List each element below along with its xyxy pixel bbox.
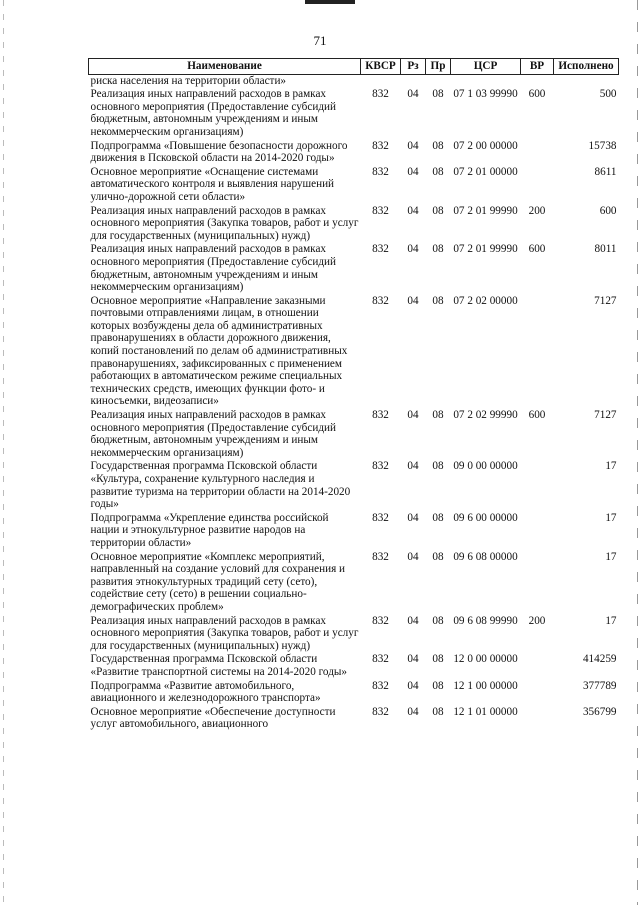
budget-table: [88, 58, 619, 732]
cell-done: 17: [605, 614, 617, 627]
cell-done: 15738: [588, 139, 617, 152]
cell-name: риска населения на территории области»: [90, 74, 287, 87]
cell-name: Подпрограмма «Укрепление единства российской нации и этнокультурное развитие народов на территории области»: [90, 511, 329, 549]
cell-kvsr: 832: [372, 705, 389, 718]
cell-rz: 04: [407, 88, 419, 101]
cell-kvsr: 832: [372, 204, 389, 217]
cell-done: 356799: [582, 705, 617, 718]
table-row: [89, 706, 619, 732]
cell-pr: 08: [432, 139, 444, 152]
table-row: [89, 512, 619, 551]
header-csr: ЦСР: [451, 59, 521, 75]
cell-vr: [521, 166, 554, 205]
table-row: [89, 205, 619, 244]
cell-csr: 07 2 01 99990: [453, 204, 518, 217]
cell-kvsr: 832: [372, 243, 389, 256]
cell-rz: 04: [407, 165, 419, 178]
cell-rz: 04: [407, 294, 419, 307]
cell-pr: 08: [432, 460, 444, 473]
cell-name: Подпрограмма «Развитие автомобильного, авиационного и железнодорожного транспорта»: [90, 679, 321, 705]
cell-done: 8611: [594, 165, 617, 178]
cell-csr: 07 2 00 00000: [453, 139, 518, 152]
cell-vr: [521, 706, 554, 732]
cell-rz: 04: [407, 460, 419, 473]
cell-pr: 08: [432, 243, 444, 256]
cell-vr: [521, 460, 554, 511]
cell-kvsr: [361, 74, 401, 88]
cell-csr: [451, 74, 521, 88]
cell-csr: 12 1 00 00000: [453, 679, 518, 692]
cell-name: Основное мероприятие «Оснащение системами автоматического контроля и выявления нарушений улично-дорожной сети области»: [90, 165, 335, 203]
page-number: 71: [313, 33, 327, 48]
cell-kvsr: 832: [372, 409, 389, 422]
cell-done: 414259: [582, 653, 617, 666]
cell-rz: 04: [407, 550, 419, 563]
cell-kvsr: 832: [372, 165, 389, 178]
cell-rz: 04: [407, 679, 419, 692]
cell-pr: 08: [432, 679, 444, 692]
cell-done: 8011: [594, 243, 617, 256]
cell-kvsr: 832: [372, 614, 389, 627]
cell-rz: 04: [407, 409, 419, 422]
table-row: [89, 615, 619, 654]
cell-kvsr: 832: [372, 460, 389, 473]
cell-rz: 04: [407, 243, 419, 256]
cell-kvsr: 832: [372, 550, 389, 563]
cell-vr: 200: [528, 614, 546, 627]
cell-pr: 08: [432, 653, 444, 666]
cell-rz: 04: [407, 511, 419, 524]
cell-csr: 07 2 01 00000: [453, 165, 518, 178]
cell-csr: 07 1 03 99990: [453, 88, 518, 101]
table-header: [89, 59, 619, 75]
cell-kvsr: 832: [372, 88, 389, 101]
cell-name: Основное мероприятие «Направление заказными почтовыми отправлениями лицам, в отношении которых возбуждены дела об административных правонарушениях в области дорожного движения, копий постановлений по делам об административных правонарушениях, зафиксированных с применением работающих в автоматическом режиме специальных технических средств, имеющих функции фото- и киносъемки, видеозаписи»: [90, 294, 348, 408]
cell-pr: 08: [432, 88, 444, 101]
cell-name: Реализация иных направлений расходов в рамках основного мероприятия (Предоставление субсидий бюджетным, автономным учреждениям и иным некоммерческим организациям): [90, 243, 336, 294]
cell-name: Основное мероприятие «Комплекс мероприятий, направленный на создание условий для сохранения и развития этнокультурных традиций сету (сето), содействие сету (сето) в решении социально-демографических проблем»: [90, 550, 346, 613]
cell-done: 17: [605, 511, 617, 524]
cell-vr: [521, 680, 554, 706]
cell-rz: 04: [407, 139, 419, 152]
cell-pr: 08: [432, 705, 444, 718]
cell-name: Реализация иных направлений расходов в рамках основного мероприятия (Предоставление субсидий бюджетным, автономным учреждениям и иным некоммерческим организациям): [90, 409, 336, 459]
cell-rz: 04: [407, 705, 419, 718]
cell-csr: 07 2 02 00000: [453, 294, 518, 307]
table-row: [89, 653, 619, 679]
cell-pr: 08: [432, 165, 444, 178]
table-row: [89, 409, 619, 460]
cell-vr: [521, 74, 554, 88]
cell-rz: 04: [407, 614, 419, 627]
cell-kvsr: 832: [372, 679, 389, 692]
cell-vr: [521, 512, 554, 551]
cell-csr: 09 6 00 00000: [453, 511, 518, 524]
cell-name: Основное мероприятие «Обеспечение доступности услуг автомобильного, авиационного: [90, 705, 336, 731]
cell-csr: 09 0 00 00000: [453, 460, 518, 473]
cell-vr: [521, 551, 554, 615]
header-done: Исполнено: [554, 59, 619, 75]
table-body: [89, 74, 619, 732]
cell-name: Подпрограмма «Повышение безопасности дорожного движения в Псковской области на 2014-2020 годы»: [90, 139, 348, 165]
cell-vr: [521, 295, 554, 409]
cell-vr: 600: [528, 88, 546, 101]
header-name: Наименование: [89, 59, 361, 75]
table-row: [89, 74, 619, 88]
cell-kvsr: 832: [372, 139, 389, 152]
header-pr: Пр: [426, 59, 451, 75]
cell-rz: [401, 74, 426, 88]
table-row: [89, 88, 619, 139]
cell-done: 17: [605, 460, 617, 473]
table-row: [89, 243, 619, 294]
cell-csr: 07 2 01 99990: [453, 243, 518, 256]
cell-csr: 09 6 08 99990: [453, 614, 518, 627]
cell-pr: [426, 74, 451, 88]
table-row: [89, 295, 619, 409]
cell-pr: 08: [432, 550, 444, 563]
cell-name: Реализация иных направлений расходов в рамках основного мероприятия (Закупка товаров, работ и услуг для государственных (муниципальных) нужд): [90, 614, 359, 652]
cell-rz: 04: [407, 204, 419, 217]
cell-rz: 04: [407, 653, 419, 666]
cell-kvsr: 832: [372, 653, 389, 666]
header-rz: Рз: [401, 59, 426, 75]
cell-name: Реализация иных направлений расходов в рамках основного мероприятия (Предоставление субсидий бюджетным, автономным учреждениям и иным некоммерческим организациям): [90, 88, 336, 138]
cell-vr: [521, 140, 554, 166]
cell-done: 600: [599, 204, 617, 217]
cell-name: Государственная программа Псковской области «Развитие транспортной системы на 2014-2020 годы»: [90, 653, 347, 678]
table-row: [89, 166, 619, 205]
cell-vr: [521, 653, 554, 679]
cell-pr: 08: [432, 614, 444, 627]
cell-pr: 08: [432, 204, 444, 217]
cell-done: 377789: [582, 679, 617, 692]
cell-done: [554, 74, 619, 88]
cell-csr: 12 1 01 00000: [453, 705, 518, 718]
cell-vr: 600: [528, 243, 546, 256]
cell-kvsr: 832: [372, 511, 389, 524]
table-row: [89, 460, 619, 511]
cell-csr: 07 2 02 99990: [453, 409, 518, 422]
cell-pr: 08: [432, 409, 444, 422]
cell-csr: 12 0 00 00000: [453, 653, 518, 666]
cell-name: Государственная программа Псковской области «Культура, сохранение культурного наследия и развитие туризма на территории области на 2014-2020 годы»: [90, 460, 351, 511]
table-row: [89, 140, 619, 166]
table-row: [89, 551, 619, 615]
cell-name: Реализация иных направлений расходов в рамках основного мероприятия (Закупка товаров, работ и услуг для государственных (муниципальных) нужд): [90, 204, 359, 242]
scan-top-mark: [305, 0, 355, 4]
cell-pr: 08: [432, 294, 444, 307]
cell-kvsr: 832: [372, 294, 389, 307]
cell-done: 7127: [594, 409, 617, 422]
header-row: [89, 59, 619, 75]
scan-edge-right: [637, 0, 638, 905]
header-vr: ВР: [521, 59, 554, 75]
cell-pr: 08: [432, 511, 444, 524]
header-kvsr: КВСР: [361, 59, 401, 75]
table-row: [89, 680, 619, 706]
cell-done: 500: [599, 88, 617, 101]
cell-vr: 200: [528, 204, 546, 217]
cell-vr: 600: [528, 409, 546, 422]
cell-done: 17: [605, 550, 617, 563]
cell-csr: 09 6 08 00000: [453, 550, 518, 563]
scan-edge-left: [3, 0, 4, 905]
cell-done: 7127: [594, 294, 617, 307]
